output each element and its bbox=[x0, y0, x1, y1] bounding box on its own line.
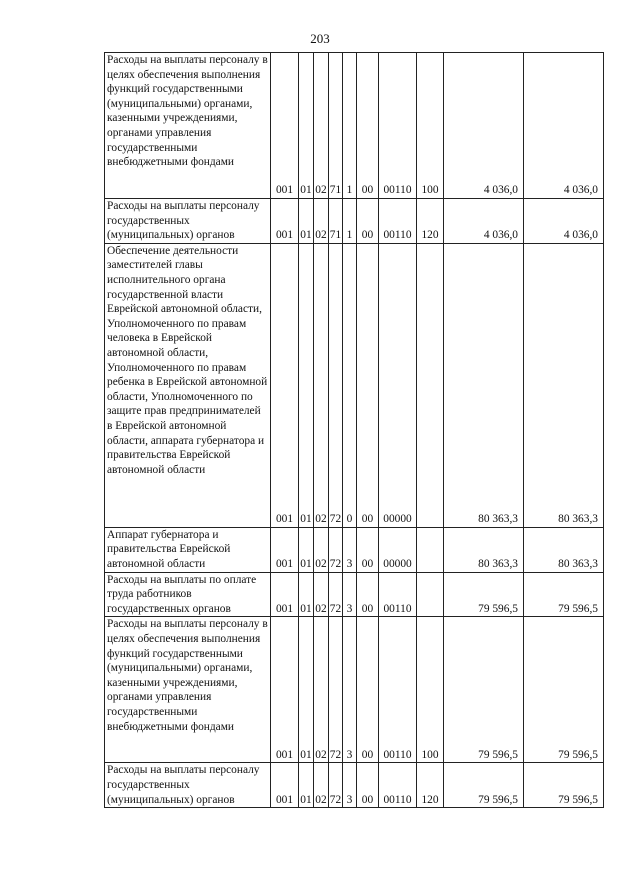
expense-type-cell: 120 bbox=[417, 199, 444, 244]
expense-name-cell: Расходы на выплаты персоналу в целях обеспечения выполнения функций государственными (муниципальными) органами, казенными учреждениями, органами управления государственными внебюджетными фондами bbox=[105, 53, 271, 199]
table-row bbox=[105, 53, 604, 199]
table-row bbox=[105, 763, 604, 808]
section-code-cell: 01 bbox=[299, 199, 314, 244]
subsection-code-cell: 02 bbox=[314, 199, 329, 244]
expense-type-cell: 100 bbox=[417, 53, 444, 199]
sum-year1-cell: 4 036,0 bbox=[444, 199, 524, 244]
table-row bbox=[105, 199, 604, 244]
sum-year2-cell: 80 363,3 bbox=[524, 527, 604, 572]
sum-year2-cell: 4 036,0 bbox=[524, 199, 604, 244]
direction-code-cell: 00 bbox=[357, 243, 379, 527]
ministry-code-cell: 001 bbox=[271, 199, 299, 244]
direction-code-cell: 00 bbox=[357, 53, 379, 199]
sum-year1-cell: 4 036,0 bbox=[444, 53, 524, 199]
direction-code-cell: 00 bbox=[357, 199, 379, 244]
expense-type-cell bbox=[417, 243, 444, 527]
subprogram-code-cell: 3 bbox=[343, 572, 357, 617]
ministry-code-cell: 001 bbox=[271, 527, 299, 572]
subsection-code-cell: 02 bbox=[314, 53, 329, 199]
expense-type-cell: 120 bbox=[417, 763, 444, 808]
subprogram-code-cell: 1 bbox=[343, 199, 357, 244]
expense-name-cell: Расходы на выплаты персоналу государственных (муниципальных) органов bbox=[105, 763, 271, 808]
sum-year2-cell: 79 596,5 bbox=[524, 617, 604, 763]
item-code-cell: 00000 bbox=[379, 527, 417, 572]
subsection-code-cell: 02 bbox=[314, 527, 329, 572]
sum-year2-cell: 79 596,5 bbox=[524, 572, 604, 617]
sum-year1-cell: 80 363,3 bbox=[444, 527, 524, 572]
subprogram-code-cell: 3 bbox=[343, 617, 357, 763]
section-code-cell: 01 bbox=[299, 243, 314, 527]
expense-type-cell bbox=[417, 572, 444, 617]
sum-year2-cell: 79 596,5 bbox=[524, 763, 604, 808]
ministry-code-cell: 001 bbox=[271, 243, 299, 527]
expense-name-cell: Расходы на выплаты персоналу в целях обеспечения выполнения функций государственными (муниципальными) органами, казенными учреждениями, органами управления государственными внебюджетными фондами bbox=[105, 617, 271, 763]
section-code-cell: 01 bbox=[299, 617, 314, 763]
ministry-code-cell: 001 bbox=[271, 763, 299, 808]
program-code-cell: 72 bbox=[329, 527, 343, 572]
subprogram-code-cell: 3 bbox=[343, 763, 357, 808]
subsection-code-cell: 02 bbox=[314, 763, 329, 808]
direction-code-cell: 00 bbox=[357, 617, 379, 763]
section-code-cell: 01 bbox=[299, 763, 314, 808]
item-code-cell: 00110 bbox=[379, 763, 417, 808]
ministry-code-cell: 001 bbox=[271, 572, 299, 617]
program-code-cell: 71 bbox=[329, 53, 343, 199]
ministry-code-cell: 001 bbox=[271, 53, 299, 199]
direction-code-cell: 00 bbox=[357, 763, 379, 808]
sum-year1-cell: 79 596,5 bbox=[444, 617, 524, 763]
item-code-cell: 00110 bbox=[379, 53, 417, 199]
sum-year1-cell: 79 596,5 bbox=[444, 763, 524, 808]
sum-year2-cell: 4 036,0 bbox=[524, 53, 604, 199]
sum-year2-cell: 80 363,3 bbox=[524, 243, 604, 527]
table-row bbox=[105, 572, 604, 617]
expense-name-cell: Расходы на выплаты по оплате труда работников государственных органов bbox=[105, 572, 271, 617]
expense-type-cell: 100 bbox=[417, 617, 444, 763]
program-code-cell: 71 bbox=[329, 199, 343, 244]
program-code-cell: 72 bbox=[329, 572, 343, 617]
page-number: 203 bbox=[310, 31, 330, 46]
subsection-code-cell: 02 bbox=[314, 617, 329, 763]
program-code-cell: 72 bbox=[329, 617, 343, 763]
item-code-cell: 00110 bbox=[379, 572, 417, 617]
table-body bbox=[105, 53, 604, 808]
budget-table bbox=[104, 52, 604, 808]
subprogram-code-cell: 0 bbox=[343, 243, 357, 527]
direction-code-cell: 00 bbox=[357, 527, 379, 572]
section-code-cell: 01 bbox=[299, 572, 314, 617]
expense-name-cell: Расходы на выплаты персоналу государственных (муниципальных) органов bbox=[105, 199, 271, 244]
table-row bbox=[105, 617, 604, 763]
ministry-code-cell: 001 bbox=[271, 617, 299, 763]
subprogram-code-cell: 3 bbox=[343, 527, 357, 572]
sum-year1-cell: 80 363,3 bbox=[444, 243, 524, 527]
item-code-cell: 00110 bbox=[379, 617, 417, 763]
section-code-cell: 01 bbox=[299, 53, 314, 199]
subprogram-code-cell: 1 bbox=[343, 53, 357, 199]
program-code-cell: 72 bbox=[329, 763, 343, 808]
subsection-code-cell: 02 bbox=[314, 243, 329, 527]
table-row bbox=[105, 243, 604, 527]
section-code-cell: 01 bbox=[299, 527, 314, 572]
item-code-cell: 00110 bbox=[379, 199, 417, 244]
sum-year1-cell: 79 596,5 bbox=[444, 572, 524, 617]
subsection-code-cell: 02 bbox=[314, 572, 329, 617]
program-code-cell: 72 bbox=[329, 243, 343, 527]
item-code-cell: 00000 bbox=[379, 243, 417, 527]
direction-code-cell: 00 bbox=[357, 572, 379, 617]
expense-name-cell: Обеспечение деятельности заместителей главы исполнительного органа государственной власти Еврейской автономной области, Уполномоченного по правам человека в Еврейской автономной области, Уполномоченного по правам ребенка в Еврейской автономной области, Уполномоченного по защите прав предпринимателей в Еврейской автономной области, аппарата губернатора и правительства Еврейской автономной области bbox=[105, 243, 271, 527]
table-row bbox=[105, 527, 604, 572]
expense-name-cell: Аппарат губернатора и правительства Еврейской автономной области bbox=[105, 527, 271, 572]
expense-type-cell bbox=[417, 527, 444, 572]
